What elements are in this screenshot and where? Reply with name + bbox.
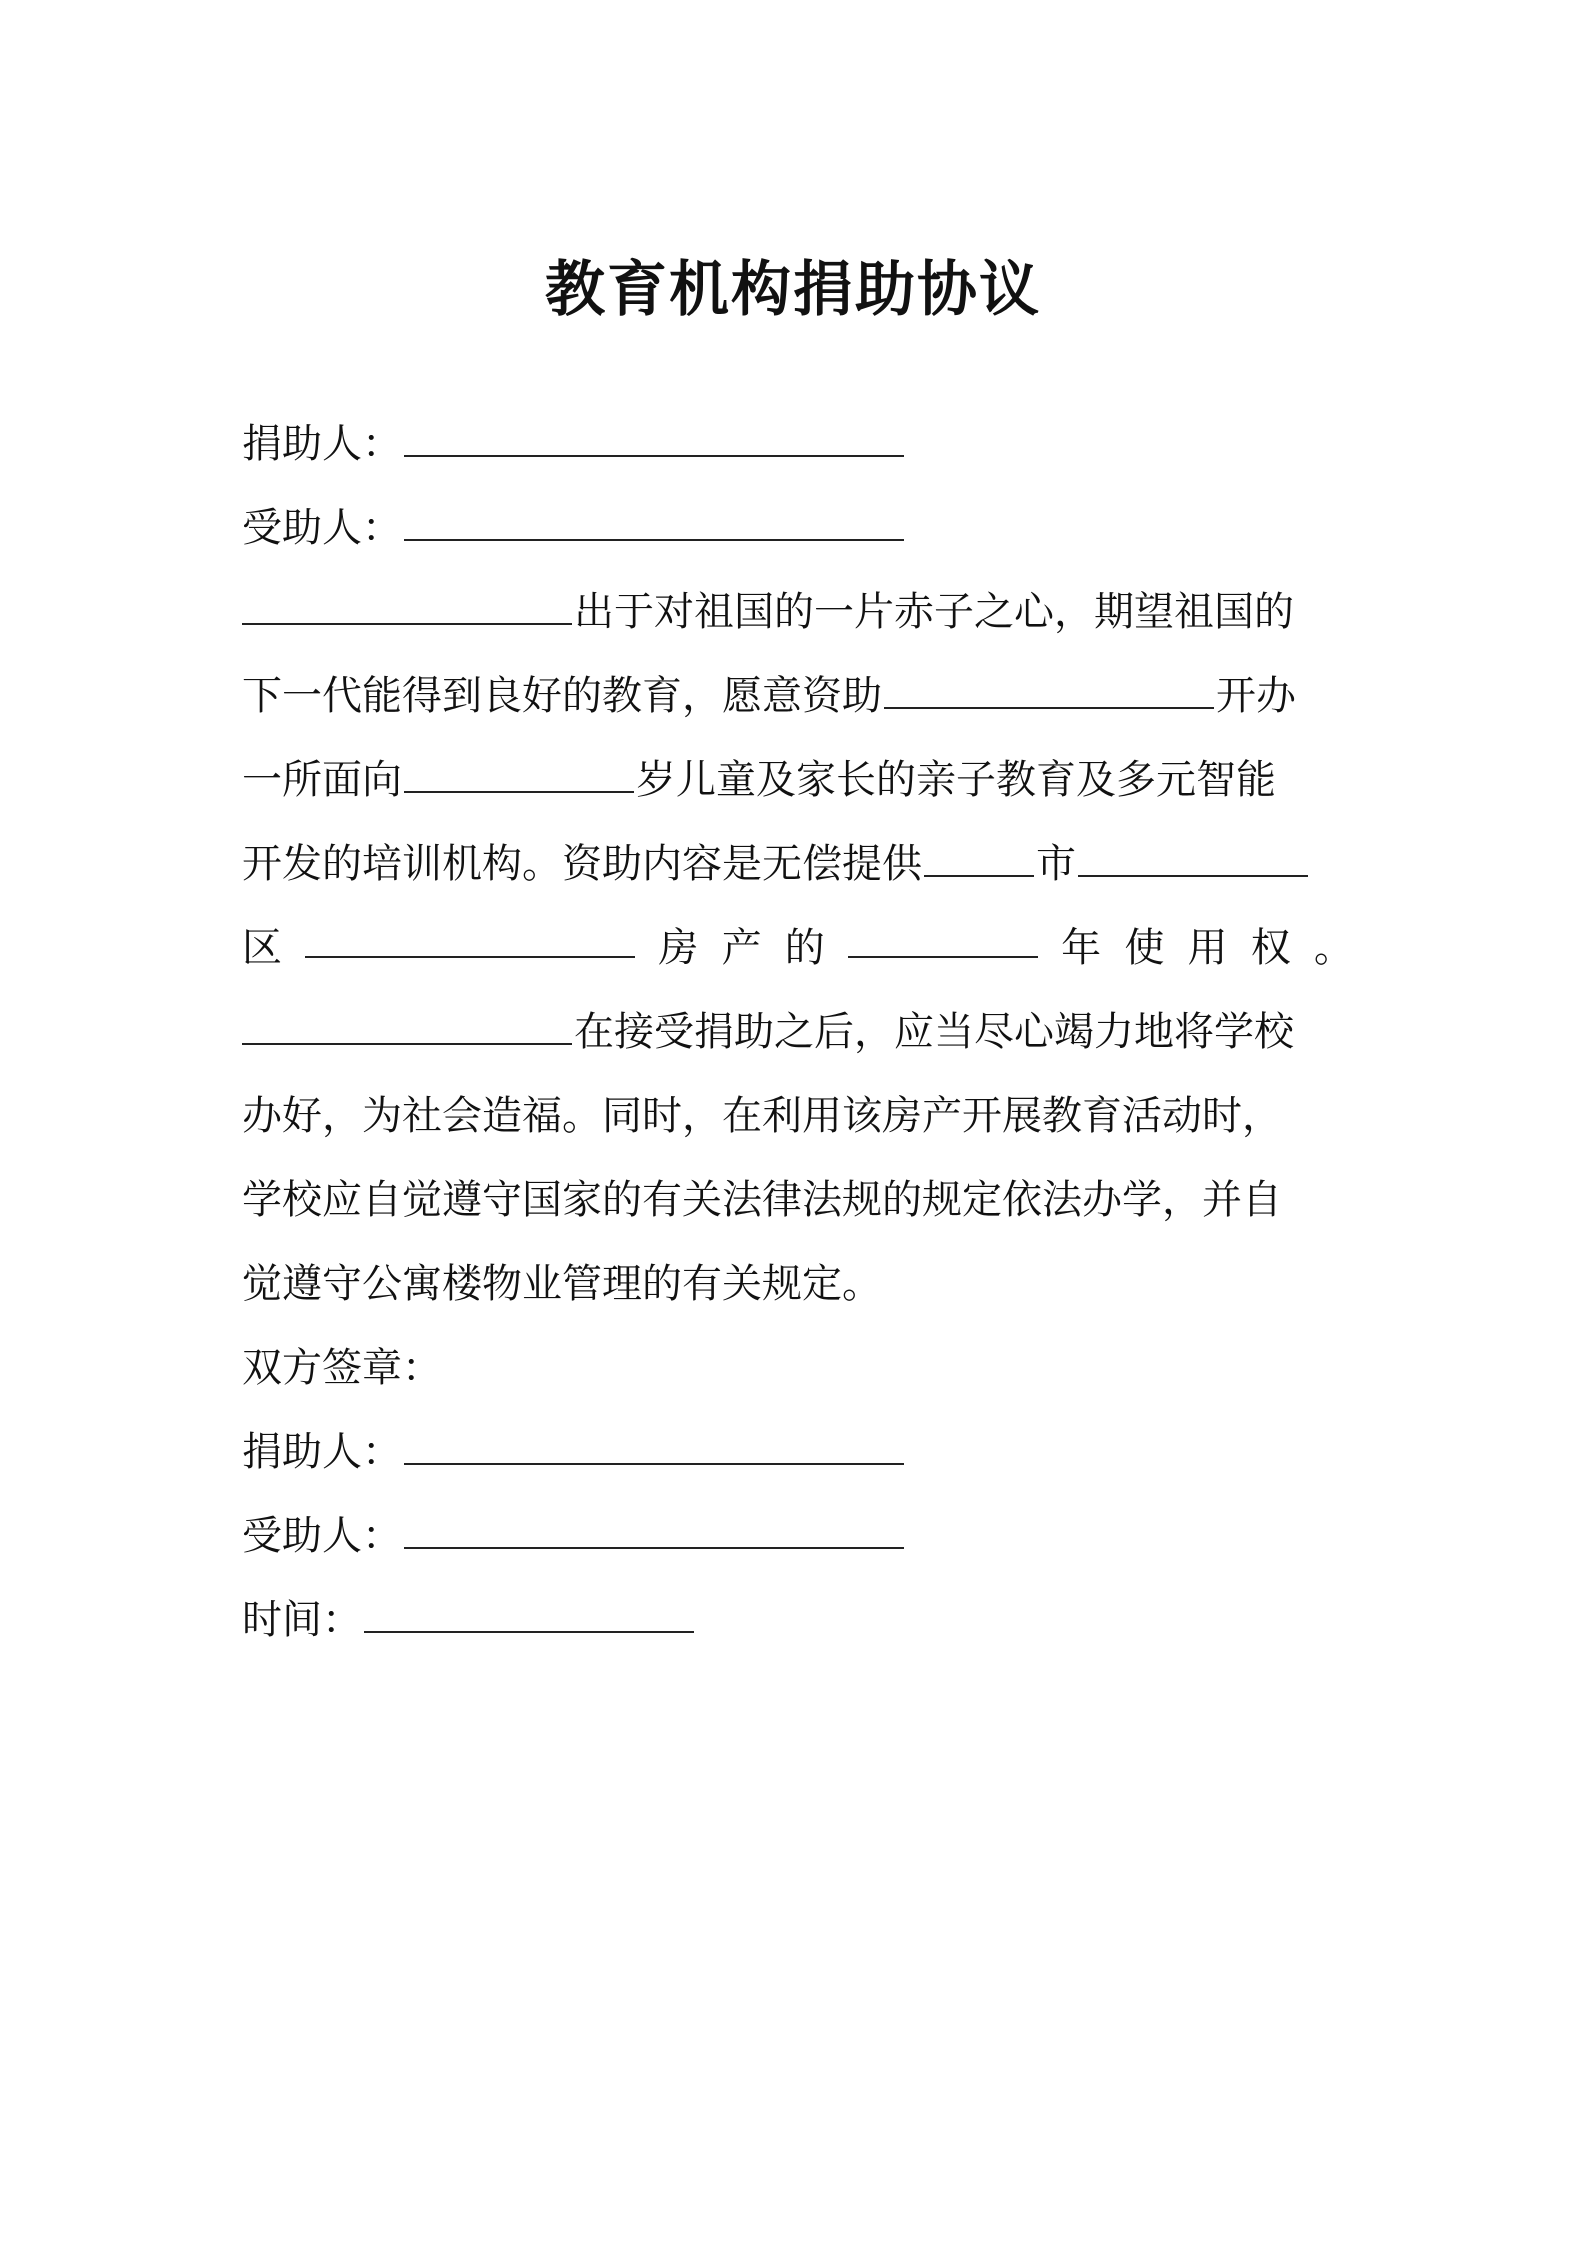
body-text-4-city: 市	[1036, 841, 1076, 887]
char-de: 的	[784, 925, 825, 971]
char-chan: 产	[721, 925, 762, 971]
char-quan: 权	[1250, 925, 1291, 971]
body-text-2: 下一代能得到良好的教育，愿意资助	[242, 673, 882, 719]
body-line-9	[242, 1242, 1354, 1326]
school-name-blank[interactable]	[242, 993, 572, 1045]
body-text-3-start: 一所面向	[242, 757, 402, 803]
body-text-3: 岁儿童及家长的亲子教育及多元智能	[636, 757, 1276, 803]
recipient-label: 受助人：	[242, 505, 402, 551]
body-text-1: 出于对祖国的一片赤子之心，期望祖国的	[574, 589, 1294, 635]
recipient-line	[242, 486, 1354, 570]
signature-donor-line	[242, 1410, 1354, 1494]
recipient-blank[interactable]	[404, 489, 904, 541]
signature-time-line	[242, 1578, 1354, 1662]
body-line-8	[242, 1158, 1354, 1242]
char-period: 。	[1313, 925, 1354, 971]
char-fang: 房	[658, 925, 699, 971]
char-yong: 用	[1187, 925, 1228, 971]
body-line-2	[242, 654, 1354, 738]
body-text-9: 觉遵守公寓楼物业管理的有关规定。	[242, 1261, 882, 1307]
body-text-4-start: 开发的培训机构。资助内容是无偿提供	[242, 841, 922, 887]
signature-heading: 双方签章：	[242, 1345, 442, 1391]
body-text-8: 学校应自觉遵守国家的有关法律法规的规定依法办学，并自	[242, 1177, 1282, 1223]
signature-recipient-line	[242, 1494, 1354, 1578]
char-district: 区	[242, 925, 282, 971]
signature-recipient-label: 受助人：	[242, 1513, 402, 1559]
donor-blank[interactable]	[404, 405, 904, 457]
donor-label: 捐助人：	[242, 421, 402, 467]
signature-time-label: 时间：	[242, 1597, 362, 1643]
signature-donor-blank[interactable]	[404, 1413, 904, 1465]
body-line-7	[242, 1074, 1354, 1158]
body-text-7: 办好，为社会造福。同时，在利用该房产开展教育活动时，	[242, 1093, 1282, 1139]
body-text-6: 在接受捐助之后，应当尽心竭力地将学校	[574, 1009, 1294, 1055]
body-line-4	[242, 822, 1354, 906]
property-address-blank[interactable]	[305, 906, 635, 958]
recipient-name-blank[interactable]	[884, 657, 1214, 709]
char-nian: 年	[1061, 925, 1102, 971]
donor-name-blank[interactable]	[242, 573, 572, 625]
body-line-3	[242, 738, 1354, 822]
body-text-2-end: 开办	[1216, 673, 1296, 719]
city-blank[interactable]	[924, 825, 1034, 877]
signature-donor-label: 捐助人：	[242, 1429, 402, 1475]
document-title: 教育机构捐助协议	[545, 255, 1041, 325]
signature-recipient-blank[interactable]	[404, 1497, 904, 1549]
char-shi: 使	[1124, 925, 1165, 971]
body-line-1	[242, 570, 1354, 654]
body-line-5	[242, 906, 1354, 990]
district-blank[interactable]	[1078, 825, 1308, 877]
body-line-6	[242, 990, 1354, 1074]
age-range-blank[interactable]	[404, 741, 634, 793]
years-blank[interactable]	[848, 906, 1038, 958]
donor-line	[242, 402, 1354, 486]
signature-time-blank[interactable]	[364, 1581, 694, 1633]
